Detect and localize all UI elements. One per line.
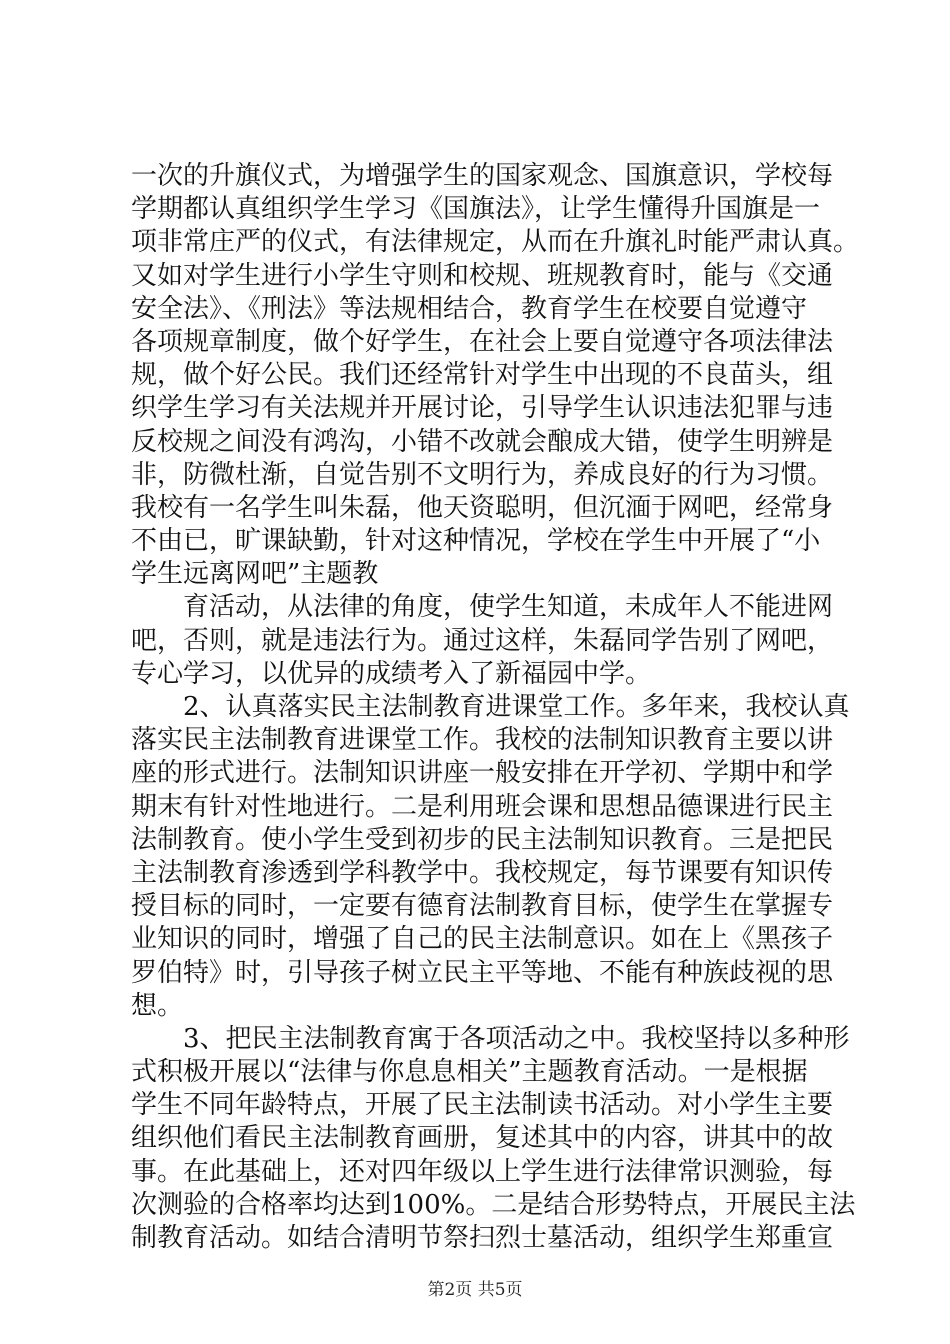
paragraph-start-line: 3、把民主法制教育寓于各项活动之中。我校坚持以多种形 xyxy=(183,1023,850,1054)
text-line: 座的形式进行。法制知识讲座一般安排在开学初、学期中和学 xyxy=(131,758,834,789)
text-line: 组织他们看民主法制教育画册，复述其中的内容，讲其中的故 xyxy=(131,1123,834,1154)
text-line: 项非常庄严的仪式，有法律规定，从而在升旗礼时能严肃认真。 xyxy=(131,227,860,258)
text-line: 期末有针对性地进行。二是利用班会课和思想品德课进行民主 xyxy=(131,791,834,822)
paragraph-start-line: 2、认真落实民主法制教育进课堂工作。多年来，我校认真 xyxy=(183,692,850,722)
text-line: 次测验的合格率均达到100%。二是结合形势特点，开展民主法 xyxy=(131,1189,856,1220)
page-number-footer: 第2页 共5页 xyxy=(427,1280,523,1300)
text-line: 非，防微杜渐，自觉告别不文明行为，养成良好的行为习惯。 xyxy=(131,459,834,490)
paragraph-start-line: 育活动，从法律的角度，使学生知道，未成年人不能进网 xyxy=(183,592,834,623)
text-line: 法制教育。使小学生受到初步的民主法制知识教育。三是把民 xyxy=(131,824,834,855)
text-line: 落实民主法制教育进课堂工作。我校的法制知识教育主要以讲 xyxy=(131,725,834,756)
text-line: 织学生学习有关法规并开展讨论，引导学生认识违法犯罪与违 xyxy=(131,393,834,424)
text-line: 一次的升旗仪式，为增强学生的国家观念、国旗意识，学校每 xyxy=(131,161,834,191)
text-line: 专心学习，以优异的成绩考入了新福园中学。 xyxy=(131,658,652,689)
text-line: 不由已，旷课缺勤，针对这种情况，学校在学生中开展了“小 xyxy=(131,526,821,557)
text-line: 事。在此基础上，还对四年级以上学生进行法律常识测验，每 xyxy=(131,1156,834,1187)
text-line: 式积极开展以“法律与你息息相关”主题教育活动。一是根据 xyxy=(131,1057,808,1088)
text-line: 学生不同年龄特点，开展了民主法制读书活动。对小学生主要 xyxy=(131,1090,834,1121)
body-text xyxy=(131,160,860,1255)
text-line: 授目标的同时，一定要有德育法制教育目标，使学生在掌握专 xyxy=(131,891,834,922)
text-line: 又如对学生进行小学生守则和校规、班规教育时，能与《交通 xyxy=(131,260,834,291)
text-line: 吧，否则，就是违法行为。通过这样，朱磊同学告别了网吧， xyxy=(131,625,834,656)
text-line: 反校规之间没有鸿沟，小错不改就会酿成大错，使学生明辨是 xyxy=(131,426,834,457)
text-line: 想。 xyxy=(131,990,184,1021)
text-line: 各项规章制度，做个好学生，在社会上要自觉遵守各项法律法 xyxy=(131,326,834,357)
text-line: 安全法》、《刑法》等法规相结合，教育学生在校要自觉遵守 xyxy=(131,293,808,324)
text-line: 制教育活动。如结合清明节祭扫烈士墓活动，组织学生郑重宣 xyxy=(131,1223,834,1253)
text-line: 学期都认真组织学生学习《国旗法》，让学生懂得升国旗是一 xyxy=(131,194,821,225)
text-line: 主法制教育渗透到学科教学中。我校规定，每节课要有知识传 xyxy=(131,857,834,888)
text-line: 我校有一名学生叫朱磊，他天资聪明，但沉湎于网吧，经常身 xyxy=(131,492,834,523)
text-line: 学生远离网吧”主题教 xyxy=(131,559,379,590)
text-line: 业知识的同时，增强了自己的民主法制意识。如在上《黑孩子 xyxy=(131,924,834,955)
text-line: 规，做个好公民。我们还经常针对学生中出现的不良苗头，组 xyxy=(131,360,834,391)
text-line: 罗伯特》时，引导孩子树立民主平等地、不能有种族歧视的思 xyxy=(131,957,834,988)
